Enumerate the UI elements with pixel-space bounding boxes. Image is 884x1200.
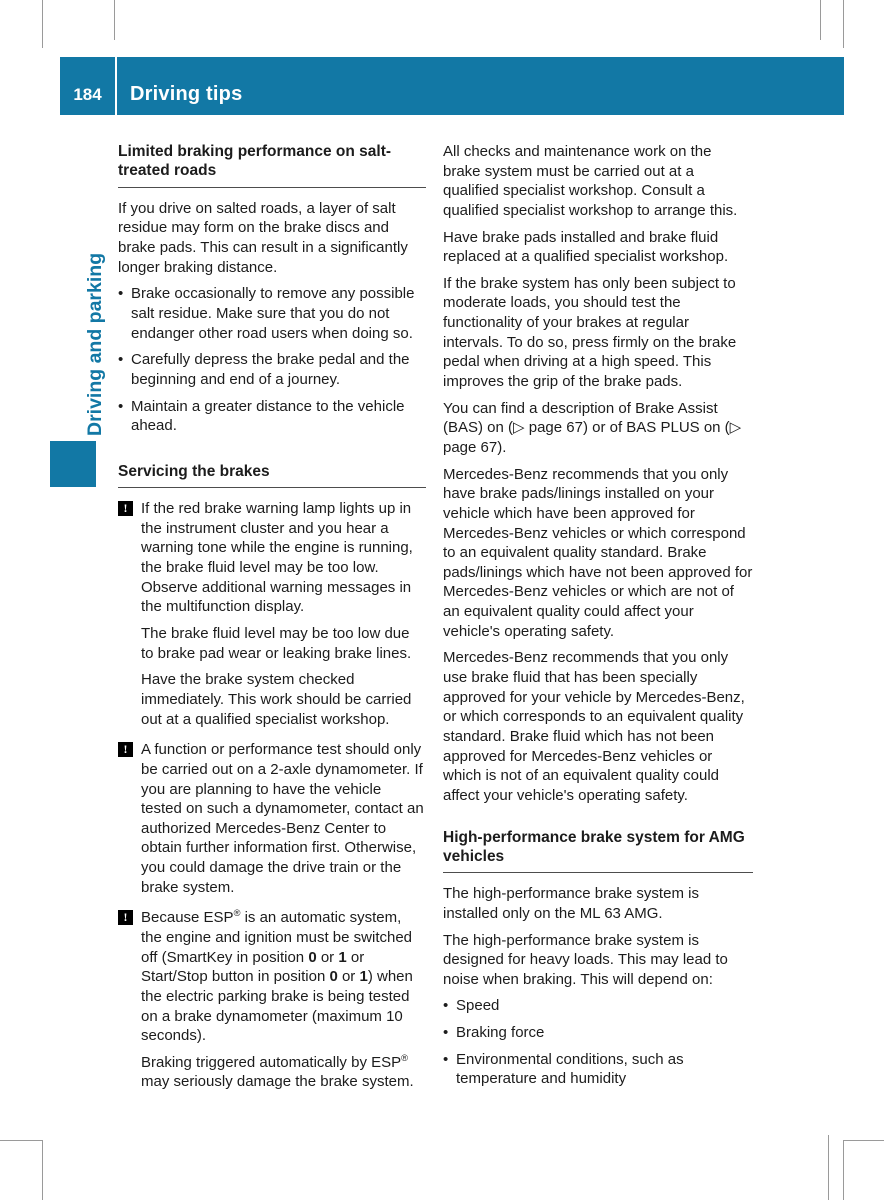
list-item — [443, 1023, 753, 1043]
paragraph: All checks and maintenance work on the brake system must be carried out at a qualified specialist workshop. Consult a qualified specialist workshop to arrange this. — [443, 143, 738, 219]
warning-icon: ! — [118, 501, 133, 516]
paragraph: The high-performance brake system is designed for heavy loads. This may lead to noise when braking. This will depend on: — [443, 931, 728, 988]
registered-mark: ® — [233, 908, 241, 919]
warning-note — [118, 740, 426, 897]
crop-mark — [820, 0, 821, 40]
key-position: 1 — [359, 968, 368, 986]
key-position: 0 — [329, 968, 338, 986]
key-position: 0 — [308, 948, 317, 966]
section-tab-marker — [50, 441, 96, 487]
list-item — [118, 397, 426, 436]
note-paragraph: A function or performance test should only be carried out on a 2-axle dynamometer. If you are planning to have the vehicle tested on such a dynamometer, contact an authorized Mercedes-Benz Center to obtain further information first. Otherwise, you could damage the drive train or the brake system. — [141, 741, 424, 896]
paragraph: Have brake pads installed and brake fluid replaced at a qualified specialist workshop. — [443, 228, 729, 266]
list-item-text: Carefully depress the brake pedal and the beginning and end of a journey. — [131, 351, 410, 388]
warning-icon: ! — [118, 910, 133, 925]
section-salt-roads — [118, 142, 426, 436]
note-paragraph: Have the brake system checked immediately. This work should be carried out at a qualified specialist workshop. — [141, 671, 412, 728]
warning-note — [118, 908, 426, 1092]
sidebar-chapter-label: Driving and parking — [84, 252, 106, 436]
crop-mark — [843, 1140, 844, 1200]
page-number: 184 — [73, 85, 102, 104]
text-run: ) when the electric parking brake is being tested on a brake dynamometer (maximum 10 seconds). — [141, 968, 413, 1045]
paragraph: The high-performance brake system is installed only on the ML 63 AMG. — [443, 885, 699, 922]
registered-mark: ® — [401, 1052, 408, 1063]
crop-mark — [843, 0, 844, 48]
section-servicing-brakes — [118, 462, 426, 1092]
list-item-text: Braking force — [456, 1024, 545, 1042]
paragraph: If the brake system has only been subject to moderate loads, you should test the functionality of your brakes at regular intervals. To do so, press firmly on the brake pedal when driving at a high speed. This improves the grip of the brake pads. — [443, 274, 737, 391]
paragraph: Mercedes-Benz recommends that you only use brake fluid that has been specially approved for your vehicle by Mercedes-Benz, or which corresponds to an equivalent quality standard. Brake fluid which has not been approved for Mercedes-Benz vehicles or which is not of an equivalent quality could affect your vehicle's operating safety. — [443, 649, 745, 804]
list-item-text: Brake occasionally to remove any possible salt residue. Make sure that you do not endanger other road users when doing so. — [131, 285, 415, 342]
left-column — [118, 142, 426, 1103]
text-run: or — [337, 968, 360, 986]
list-item — [443, 996, 753, 1016]
section-amg-brakes — [443, 828, 753, 1090]
section-heading: High-performance brake system for AMG vehicles — [443, 828, 753, 874]
warning-icon: ! — [118, 742, 133, 757]
text-run: Braking triggered automatically by ESP — [141, 1053, 402, 1071]
crop-mark — [114, 0, 115, 40]
text-run: is an automatic system, the engine and ignition must be switched off (SmartKey in position — [141, 909, 413, 966]
paragraph: You can find a description of Brake Assist (BAS) on (▷ page 67) or of BAS PLUS on (▷ page 67). — [443, 399, 742, 456]
list-item-text: Environmental conditions, such as temperature and humidity — [456, 1050, 684, 1088]
list-item — [118, 350, 426, 389]
list-item — [443, 1050, 753, 1089]
note-paragraph: The brake fluid level may be too low due to brake pad wear or leaking brake lines. — [141, 625, 412, 662]
text-run: Because ESP — [141, 909, 234, 927]
list-item-text: Maintain a greater distance to the vehicle ahead. — [131, 397, 405, 435]
crop-mark — [42, 1140, 43, 1200]
text-run: may seriously damage the brake system. — [141, 1073, 414, 1091]
note-paragraph — [141, 1053, 426, 1092]
section-heading: Limited braking performance on salt-treated roads — [118, 142, 426, 188]
right-column — [443, 142, 753, 1096]
crop-mark — [0, 1140, 42, 1141]
crop-mark — [843, 1140, 884, 1141]
header-bar — [60, 57, 844, 115]
list-item-text: Speed — [456, 997, 500, 1015]
section-heading: Servicing the brakes — [118, 462, 426, 488]
paragraph: If you drive on salted roads, a layer of salt residue may form on the brake discs and brake pads. This can result in a significantly longer braking distance. — [118, 199, 408, 276]
chapter-title: Driving tips — [130, 83, 243, 105]
note-paragraph — [141, 908, 426, 1045]
crop-mark — [42, 0, 43, 48]
paragraph: Mercedes-Benz recommends that you only have brake pads/linings installed on your vehicle which have been approved for Mercedes-Benz vehicles or which correspond to an equivalent quality standard. Brake pads/linings which have not been approved for Mercedes-Benz vehicles or which are not of an equivalent quality could affect your vehicle's operating safety. — [443, 465, 753, 640]
note-paragraph: If the red brake warning lamp lights up in the instrument cluster and you hear a warning tone while the engine is running, the brake fluid level may be too low. Observe additional warning messages in the multifunction display. — [141, 500, 413, 616]
list-item — [118, 284, 426, 343]
crop-mark — [828, 1135, 829, 1200]
warning-note — [118, 499, 426, 729]
text-run: or — [316, 948, 339, 966]
text-run: or Start/Stop button in position — [141, 948, 365, 986]
key-position: 1 — [338, 948, 347, 966]
